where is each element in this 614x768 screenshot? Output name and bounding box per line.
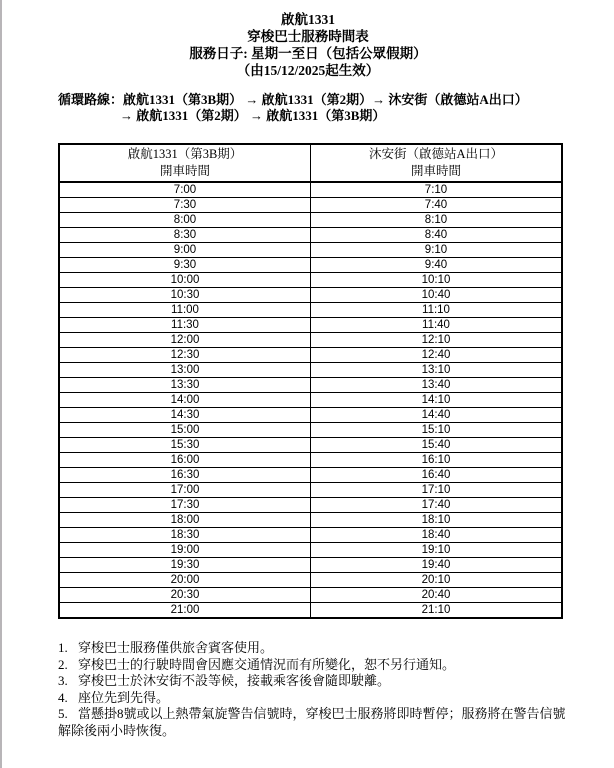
- table-row: [59, 363, 562, 378]
- note-number: 2.: [58, 656, 68, 672]
- service-days: 服務日子: 星期一至日（包括公眾假期）: [189, 46, 427, 61]
- col-header-phase3b-title: 啟航1331（第3B期）: [127, 147, 243, 161]
- table-row: [59, 558, 562, 573]
- time-cell: 11:30: [59, 318, 311, 333]
- table-row: [59, 528, 562, 543]
- table-row: [59, 483, 562, 498]
- table-row: [59, 258, 562, 273]
- table-row: [59, 213, 562, 228]
- table-row: [59, 182, 562, 198]
- timetable-head: [59, 144, 562, 182]
- time-cell: 21:10: [311, 603, 563, 619]
- time-cell: 19:10: [311, 543, 563, 558]
- route-info: [58, 92, 614, 124]
- note-item: [58, 640, 572, 657]
- note-number: 5.: [58, 706, 68, 721]
- time-cell: 7:00: [59, 182, 311, 198]
- table-row: [59, 228, 562, 243]
- table-row: [59, 243, 562, 258]
- table-row: [59, 603, 562, 619]
- table-row: [59, 303, 562, 318]
- time-cell: 16:10: [311, 453, 563, 468]
- time-cell: 21:00: [59, 603, 311, 619]
- time-cell: 12:40: [311, 348, 563, 363]
- route-line-2: → 啟航1331（第2期） → 啟航1331（第3B期）: [120, 108, 386, 123]
- note-text: 當懸掛8號或以上熱帶氣旋警告信號時，穿梭巴士服務將即時暫停；服務將在警告信號解除後兩小時恢復。: [58, 706, 566, 738]
- time-cell: 19:40: [311, 558, 563, 573]
- table-row: [59, 468, 562, 483]
- time-cell: 12:00: [59, 333, 311, 348]
- table-row: [59, 588, 562, 603]
- note-number: 1.: [58, 640, 68, 655]
- time-cell: 19:00: [59, 543, 311, 558]
- doc-subtitle: 穿梭巴士服務時間表: [247, 29, 369, 44]
- time-cell: 9:00: [59, 243, 311, 258]
- table-row: [59, 288, 562, 303]
- time-cell: 17:00: [59, 483, 311, 498]
- note-text: 穿梭巴士的行駛時間會因應交通情況而有所變化，恕不另行通知。: [78, 656, 456, 672]
- note-text: 穿梭巴士服務僅供旅舍賓客使用。: [78, 640, 274, 655]
- time-cell: 9:10: [311, 243, 563, 258]
- time-cell: 18:30: [59, 528, 311, 543]
- time-cell: 10:00: [59, 273, 311, 288]
- time-cell: 7:40: [311, 198, 563, 213]
- note-item: [58, 673, 572, 690]
- time-cell: 11:00: [59, 303, 311, 318]
- col-header-muk-on-street-subtitle: 開車時間: [410, 163, 461, 178]
- table-row: [59, 543, 562, 558]
- time-cell: 8:30: [59, 228, 311, 243]
- time-cell: 7:10: [311, 182, 563, 198]
- time-cell: 12:10: [311, 333, 563, 348]
- time-cell: 18:10: [311, 513, 563, 528]
- note-number: 3.: [58, 673, 68, 688]
- time-cell: 20:40: [311, 588, 563, 603]
- col-header-phase3b-subtitle: 開車時間: [159, 163, 210, 178]
- time-cell: 9:30: [59, 258, 311, 273]
- note-item: [58, 706, 572, 739]
- time-cell: 8:10: [311, 213, 563, 228]
- time-cell: 9:40: [311, 258, 563, 273]
- table-row: [59, 498, 562, 513]
- time-cell: 18:00: [59, 513, 311, 528]
- time-cell: 10:30: [59, 288, 311, 303]
- time-cell: 13:00: [59, 363, 311, 378]
- time-cell: 17:30: [59, 498, 311, 513]
- time-cell: 15:00: [59, 423, 311, 438]
- timetable-body: [59, 182, 562, 618]
- table-row: [59, 453, 562, 468]
- col-header-muk-on-street: [311, 144, 563, 182]
- time-cell: 17:10: [311, 483, 563, 498]
- time-cell: 16:30: [59, 468, 311, 483]
- table-row: [59, 423, 562, 438]
- time-cell: 13:10: [311, 363, 563, 378]
- doc-title: 啟航1331: [281, 12, 335, 27]
- time-cell: 14:10: [311, 393, 563, 408]
- time-cell: 10:40: [311, 288, 563, 303]
- time-cell: 15:30: [59, 438, 311, 453]
- col-header-muk-on-street-title: 沐安街（啟德站A出口）: [368, 147, 504, 161]
- table-row: [59, 198, 562, 213]
- time-cell: 16:00: [59, 453, 311, 468]
- table-row: [59, 318, 562, 333]
- document-header: [2, 0, 614, 79]
- time-cell: 13:30: [59, 378, 311, 393]
- time-cell: 15:10: [311, 423, 563, 438]
- time-cell: 7:30: [59, 198, 311, 213]
- table-row: [59, 513, 562, 528]
- time-cell: 13:40: [311, 378, 563, 393]
- table-row: [59, 393, 562, 408]
- time-cell: 11:40: [311, 318, 563, 333]
- time-cell: 14:30: [59, 408, 311, 423]
- time-cell: 11:10: [311, 303, 563, 318]
- time-cell: 17:40: [311, 498, 563, 513]
- table-row: [59, 378, 562, 393]
- time-cell: 14:00: [59, 393, 311, 408]
- table-row: [59, 333, 562, 348]
- time-cell: 8:00: [59, 213, 311, 228]
- timetable-header-row: [59, 144, 562, 182]
- note-item: [58, 657, 572, 674]
- table-row: [59, 573, 562, 588]
- time-cell: 16:40: [311, 468, 563, 483]
- time-cell: 18:40: [311, 528, 563, 543]
- table-row: [59, 273, 562, 288]
- note-item: [58, 690, 572, 707]
- time-cell: 14:40: [311, 408, 563, 423]
- route-line-1: 循環路線：啟航1331（第3B期） → 啟航1331（第2期）→ 沐安街（啟德站A出口）: [58, 92, 528, 107]
- notes-list: [58, 640, 572, 739]
- time-cell: 20:30: [59, 588, 311, 603]
- time-cell: 12:30: [59, 348, 311, 363]
- table-row: [59, 408, 562, 423]
- time-cell: 15:40: [311, 438, 563, 453]
- time-cell: 10:10: [311, 273, 563, 288]
- note-number: 4.: [58, 689, 68, 705]
- note-text: 穿梭巴士於沐安街不設等候，接載乘客後會隨即駛離。: [78, 673, 391, 688]
- effective-date: （由15/12/2025起生效）: [236, 63, 380, 78]
- time-cell: 20:10: [311, 573, 563, 588]
- time-cell: 20:00: [59, 573, 311, 588]
- time-cell: 8:40: [311, 228, 563, 243]
- time-cell: 19:30: [59, 558, 311, 573]
- table-row: [59, 348, 562, 363]
- note-text: 座位先到先得。: [78, 689, 170, 705]
- table-row: [59, 438, 562, 453]
- timetable: [58, 143, 563, 619]
- col-header-phase3b: [59, 144, 311, 182]
